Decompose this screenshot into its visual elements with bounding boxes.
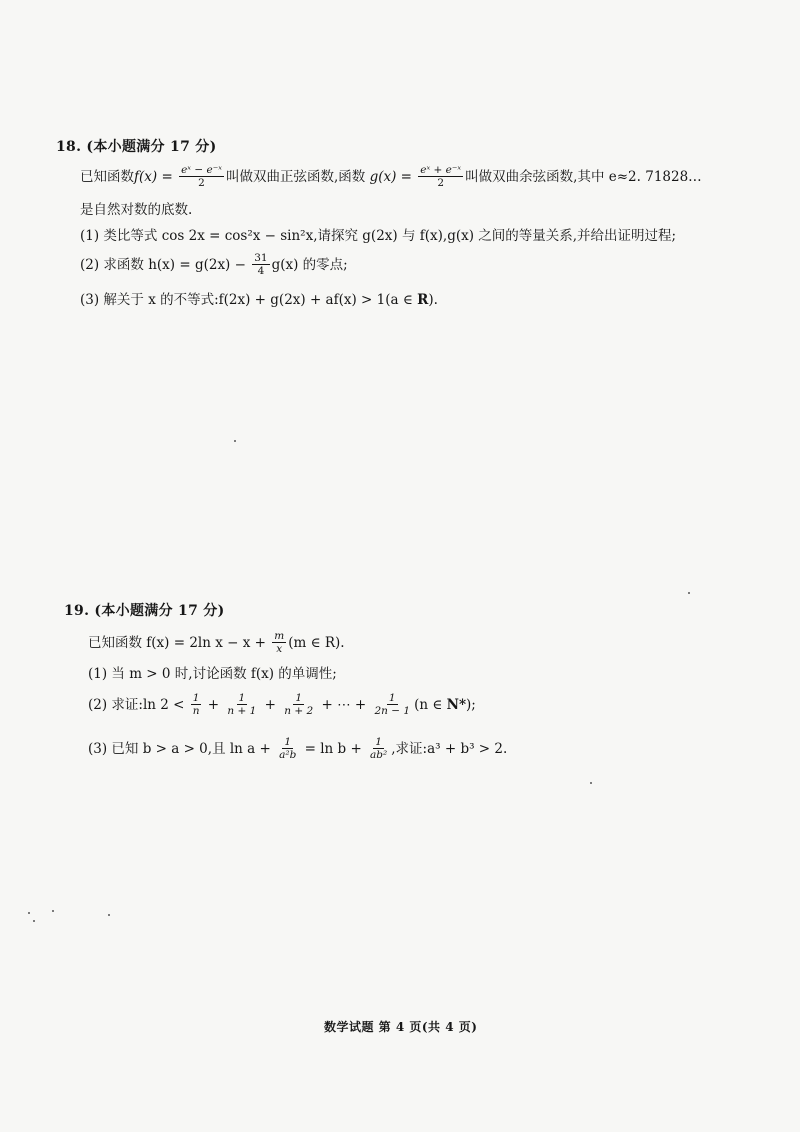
sinh-denominator: 2 <box>198 177 205 189</box>
fraction-denominator: x <box>276 643 283 655</box>
q19-part3-text: ,求证:a³ + b³ > 2. <box>391 740 508 757</box>
fraction-denominator: ab² <box>370 749 388 761</box>
fraction-denominator: n <box>192 705 200 717</box>
q18-part2-text: g(x) 的零点; <box>271 256 348 273</box>
term-1-over-n-plus-1 <box>225 692 258 717</box>
scan-speck <box>234 440 236 442</box>
sinh-fraction <box>179 164 224 189</box>
term-1-over-ab2 <box>368 736 389 761</box>
plus-sign: + <box>203 696 224 713</box>
q18-gx: g(x) <box>369 168 397 185</box>
q19-text: 已知函数 f(x) = 2ln x − x + <box>88 634 271 651</box>
q18-line2: 是自然对数的底数. <box>80 202 193 218</box>
fraction-denominator: 4 <box>257 265 265 277</box>
q19-part2-text: ); <box>466 696 476 713</box>
q18-text: 叫做双曲余弦函数,其中 e≈2. 71828… <box>465 168 702 185</box>
term-1-over-2n-minus-1 <box>372 692 412 717</box>
term-1-over-n-plus-2 <box>282 692 315 717</box>
ellipsis-sum: + ⋯ + <box>317 696 371 713</box>
fraction-numerator: m <box>274 630 285 642</box>
q18-part3-text: (3) 解关于 x 的不等式:f(2x) + g(2x) + af(x) > 1(a ∈ <box>80 292 418 308</box>
fraction-denominator: n + 2 <box>284 705 314 717</box>
scan-speck <box>52 910 54 912</box>
q18-eq: = <box>396 168 417 185</box>
scan-speck <box>688 592 690 594</box>
q18-part3-text: ). <box>428 292 438 308</box>
q19-text: (m ∈ R). <box>288 634 345 651</box>
fraction-31-4 <box>252 252 269 277</box>
page-footer: 数学试题 第 4 页(共 4 页) <box>324 1020 478 1034</box>
fraction-numerator: 1 <box>388 692 396 704</box>
q18-fx: f(x) <box>134 168 158 185</box>
q19-part2-text: (2) 求证:ln 2 < <box>88 696 189 713</box>
q19-part3-text: (3) 已知 b > a > 0,且 ln a + <box>88 740 276 757</box>
cosh-denominator: 2 <box>437 177 445 189</box>
q18-part2-text: (2) 求函数 h(x) = g(2x) − <box>80 256 251 273</box>
scan-speck <box>28 912 30 914</box>
q19-title: 19. (本小题满分 17 分) <box>64 603 225 619</box>
cosh-fraction <box>418 164 463 189</box>
fraction-numerator: 1 <box>375 736 382 748</box>
q18-part3 <box>80 290 438 310</box>
q18-text: 已知函数 <box>80 168 134 185</box>
q19-part2-text: (n ∈ <box>414 696 447 713</box>
q19-part3-text: = ln b + <box>300 740 367 757</box>
scan-speck <box>108 914 110 916</box>
m-over-x-fraction <box>272 630 286 655</box>
q18-part2 <box>80 252 348 277</box>
q18-part1: (1) 类比等式 cos 2x = cos²x − sin²x,请探究 g(2x) 与 f(x),g(x) 之间的等量关系,并给出证明过程; <box>80 228 677 244</box>
scan-speck <box>33 920 35 922</box>
term-1-over-a2b <box>277 736 298 761</box>
q18-definition-line <box>80 164 702 189</box>
fraction-numerator: 1 <box>238 692 246 704</box>
fraction-denominator: n + 1 <box>227 705 257 717</box>
fraction-denominator: a²b <box>279 749 297 761</box>
fraction-numerator: 1 <box>295 692 303 704</box>
q19-definition-line <box>88 630 345 655</box>
fraction-numerator: 1 <box>284 736 292 748</box>
q19-part3 <box>88 736 507 761</box>
fraction-numerator: 1 <box>192 692 200 704</box>
real-set-symbol: R <box>417 292 429 308</box>
q18-title: 18. (本小题满分 17 分) <box>56 139 217 155</box>
q18-eq: = <box>157 168 178 185</box>
term-1-over-n <box>191 692 202 717</box>
natural-set-symbol: N* <box>446 696 467 713</box>
fraction-numerator: 31 <box>254 252 268 264</box>
q18-text: 叫做双曲正弦函数,函数 <box>225 168 370 185</box>
q19-part1: (1) 当 m > 0 时,讨论函数 f(x) 的单调性; <box>88 666 337 682</box>
sinh-numerator: eˣ − e⁻ˣ <box>181 164 222 176</box>
q19-part2 <box>88 692 476 717</box>
scan-speck <box>590 782 592 784</box>
fraction-denominator: 2n − 1 <box>374 705 411 717</box>
cosh-numerator: eˣ + e⁻ˣ <box>420 164 462 176</box>
plus-sign: + <box>260 696 281 713</box>
